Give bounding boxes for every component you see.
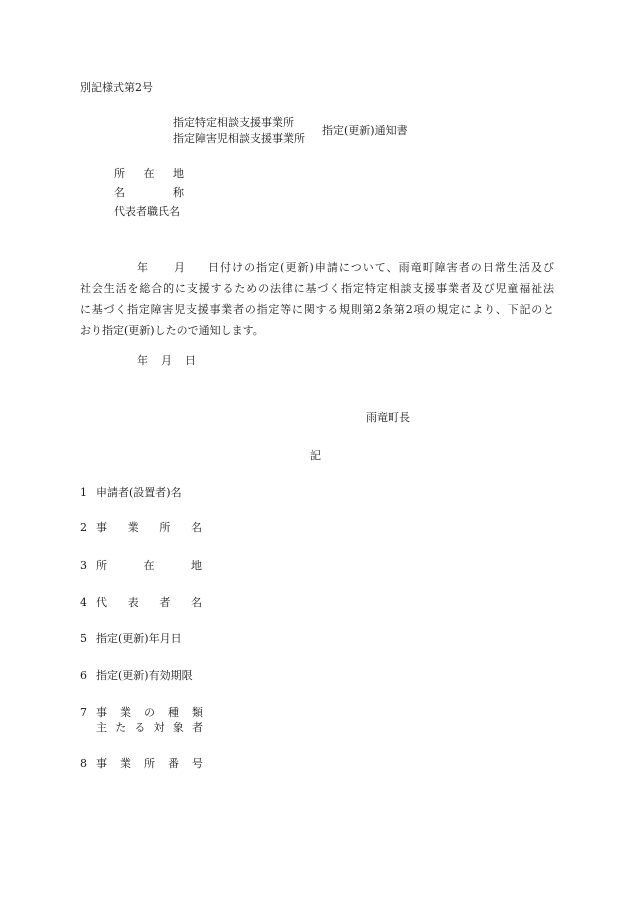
item-office-number bbox=[80, 758, 203, 769]
item-number: 4 bbox=[80, 596, 87, 609]
form-number: 別記様式第2号 bbox=[80, 81, 153, 94]
item-label: 申請者(設置者)名 bbox=[96, 486, 182, 499]
item-label: 代 表 者 名 bbox=[96, 596, 202, 609]
body-line-1-rest: 日付けの指定(更新)申請について、雨竜町障害者の日常生活及び bbox=[208, 261, 554, 274]
item-label: 指定(更新)有効期限 bbox=[96, 669, 193, 682]
date-month: 月 bbox=[161, 354, 172, 367]
issuer-mayor: 雨竜町長 bbox=[366, 411, 410, 424]
addressee-name-label: 名 称 bbox=[114, 186, 184, 199]
addressee-address-label: 所 在 地 bbox=[114, 167, 184, 180]
office-type-disabled-child-consultation: 指定障害児相談支援事業所 bbox=[173, 132, 305, 145]
addressee-representative-label: 代表者職氏名 bbox=[114, 205, 180, 218]
body-line-3: に基づく指定障害児支援事業者の指定等に関する規則第2条第2項の規定により、下記のと bbox=[80, 303, 554, 316]
body-line-1-month: 月 bbox=[174, 261, 185, 274]
item-label: 指定(更新)年月日 bbox=[96, 632, 182, 645]
item-number: 5 bbox=[80, 632, 87, 645]
item-office-address bbox=[80, 560, 202, 571]
item-number: 2 bbox=[80, 521, 87, 534]
item-applicant-name bbox=[80, 487, 182, 498]
item-main-target-label: 主 た る 対 象 者 bbox=[96, 721, 203, 734]
notice-title: 指定(更新)通知書 bbox=[322, 124, 408, 137]
date-year: 年 bbox=[137, 354, 148, 367]
body-line-2: 社会生活を総合的に支援するための法律に基づく指定特定相談支援事業者及び児童福祉法 bbox=[80, 282, 554, 295]
office-type-specified-consultation: 指定特定相談支援事業所 bbox=[173, 116, 294, 129]
body-line-1-year: 年 bbox=[137, 261, 148, 274]
item-label: 事 業 所 番 号 bbox=[96, 757, 203, 770]
ki-heading: 記 bbox=[310, 449, 321, 462]
item-designation-date bbox=[80, 633, 182, 644]
item-label: 事 業 所 名 bbox=[96, 521, 202, 534]
item-validity-period bbox=[80, 670, 193, 681]
item-number: 6 bbox=[80, 669, 87, 682]
item-label: 所 在 地 bbox=[96, 559, 202, 572]
item-number: 8 bbox=[80, 757, 87, 770]
item-number: 1 bbox=[80, 486, 87, 499]
item-label: 事 業 の 種 類 bbox=[96, 706, 203, 719]
body-line-4: おり指定(更新)したので通知します。 bbox=[80, 324, 264, 337]
date-day: 日 bbox=[185, 354, 196, 367]
item-number: 7 bbox=[80, 706, 87, 719]
item-business-type bbox=[80, 707, 203, 718]
item-office-name bbox=[80, 522, 202, 533]
item-number: 3 bbox=[80, 559, 87, 572]
item-representative-name bbox=[80, 597, 202, 608]
